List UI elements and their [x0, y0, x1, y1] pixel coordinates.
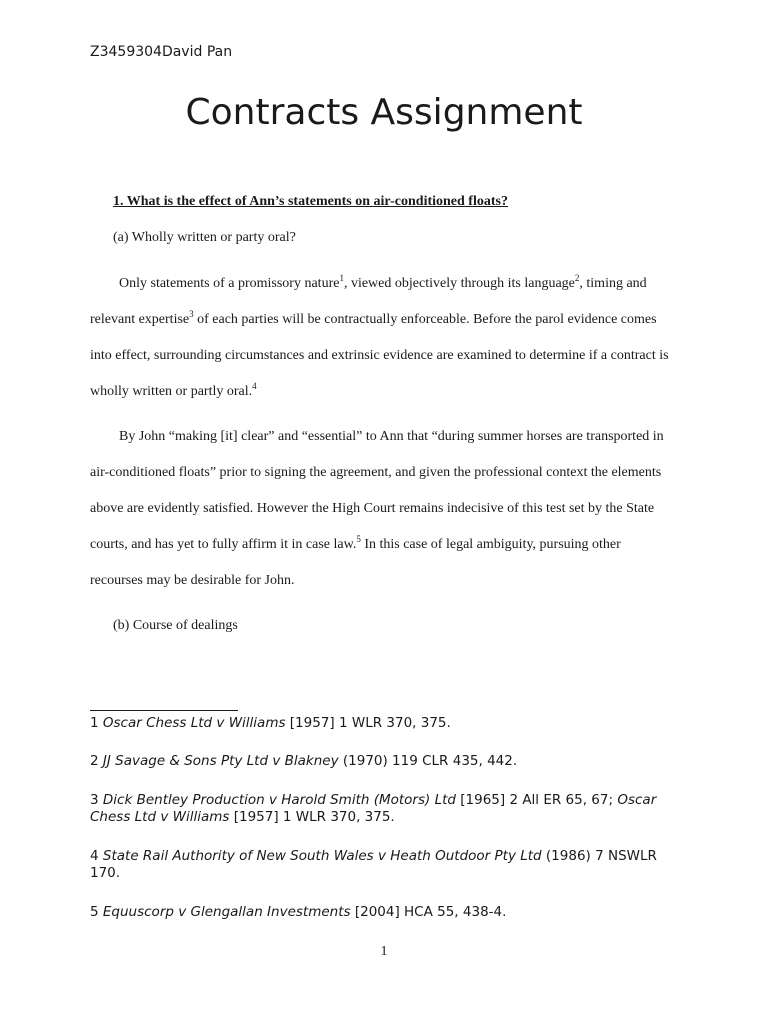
citation: [1965] 2 All ER 65, 67;	[455, 792, 618, 808]
paragraph-text: , viewed objectively through its language	[343, 276, 575, 291]
case-name: Equuscorp v Glengallan Investments	[102, 904, 351, 920]
footnote-number: 5	[90, 904, 103, 920]
citation: [1957] 1 WLR 370, 375.	[229, 809, 395, 825]
citation: [2004] HCA 55, 438-4.	[350, 904, 507, 920]
footnote-3	[90, 792, 680, 826]
case-name: Oscar Chess Ltd v Williams	[90, 792, 657, 825]
case-name: JJ Savage & Sons Pty Ltd v Blakney	[102, 753, 339, 769]
paragraph-john-statements	[90, 419, 670, 599]
footnote-number: 3	[90, 792, 103, 808]
citation: (1986) 7 NSWLR 170.	[90, 848, 657, 881]
footnote-ref: 1	[339, 273, 344, 283]
page-number: 1	[380, 944, 388, 959]
paragraph-promissory-nature	[90, 266, 670, 410]
question-heading: 1. What is the effect of Ann’s statements on air-conditioned floats?	[113, 194, 508, 209]
paragraph-text: In this case of legal ambiguity, pursuing other recourses may be desirable for John.	[90, 537, 621, 588]
paragraph-text: Only statements of a promissory nature	[119, 276, 340, 291]
footnote-ref: 5	[356, 534, 361, 544]
footnote-ref: 2	[574, 273, 580, 283]
footnote-5	[90, 904, 680, 921]
subheading-b: (b) Course of dealings	[113, 618, 238, 633]
paragraph-text: of each parties will be contractually enforceable. Before the parol evidence comes into effect, surrounding circumstances and extrinsic evidence are examined to determine if a contract is wholly written or partly oral.	[90, 312, 669, 399]
footnote-1	[90, 715, 680, 732]
footnote-number: 2	[90, 753, 103, 769]
case-name: Dick Bentley Production v Harold Smith (Motors) Ltd	[102, 792, 456, 808]
footnote-2	[90, 753, 680, 770]
document-title: Contracts Assignment	[185, 92, 583, 133]
paragraph-text: , timing and relevant expertise	[90, 276, 647, 327]
header-author-line: Z3459304David Pan	[90, 44, 233, 60]
footnote-4	[90, 848, 680, 882]
footnote-number: 4	[90, 848, 103, 864]
case-name: Oscar Chess Ltd v Williams	[102, 715, 286, 731]
case-name: State Rail Authority of New South Wales v Heath Outdoor Pty Ltd	[102, 848, 542, 864]
citation: [1957] 1 WLR 370, 375.	[285, 715, 451, 731]
footnote-ref: 3	[189, 309, 194, 319]
footnote-separator	[90, 710, 238, 711]
subheading-a: (a) Wholly written or party oral?	[113, 230, 296, 245]
paragraph-text: By John “making [it] clear” and “essential” to Ann that “during summer horses are transported in air-conditioned floats” prior to signing the agreement, and given the professional context the elements above are evidently satisfied. However the High Court remains indecisive of this test set by the State courts, and has yet to fully affirm it in case law.	[90, 429, 664, 552]
footnote-number: 1	[90, 715, 103, 731]
footnote-ref: 4	[252, 381, 257, 391]
citation: (1970) 119 CLR 435, 442.	[338, 753, 518, 769]
